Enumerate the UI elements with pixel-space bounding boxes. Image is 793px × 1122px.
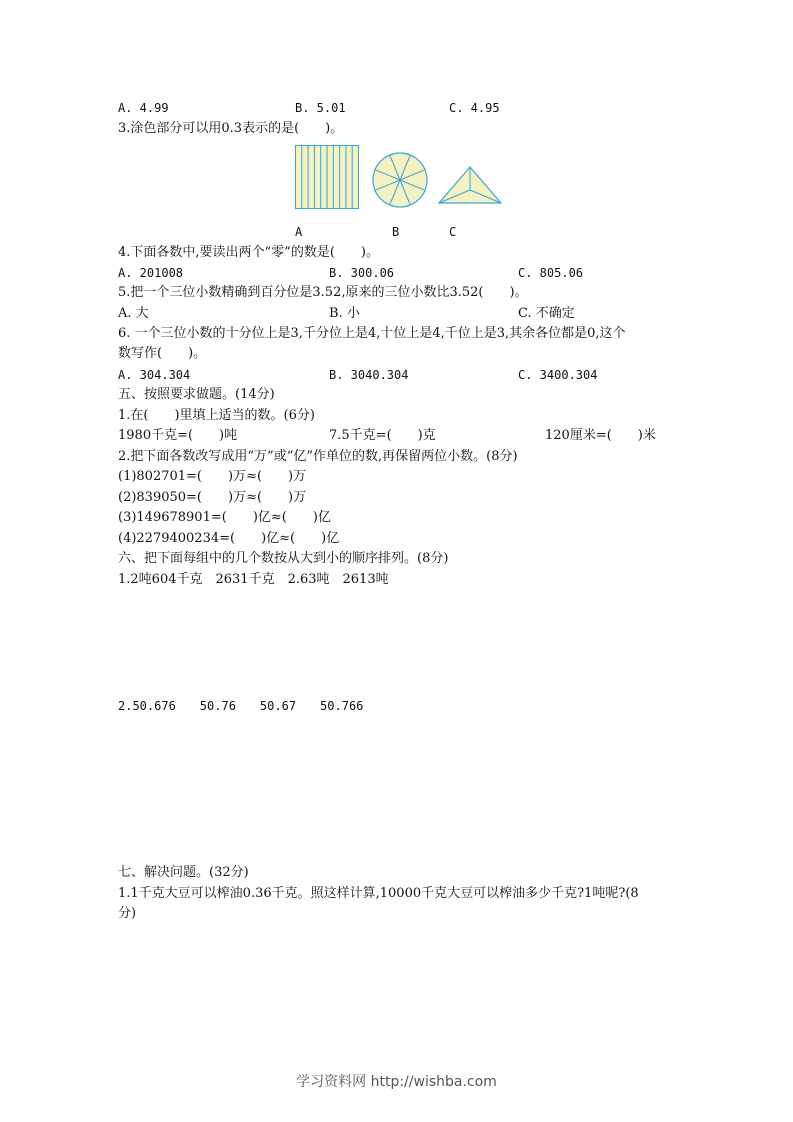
figure-b-circle (372, 152, 428, 208)
figure-label-b: B (392, 225, 400, 239)
q4-option-a: A. 201008 (118, 266, 184, 280)
figure-label-a: A (295, 225, 303, 239)
q4-option-c: C. 805.06 (518, 266, 584, 280)
figure-a-grid (295, 145, 359, 209)
convert-item-2: (2)839050=( )万≈( )万 (118, 490, 307, 505)
fill-item-2: 7.5千克=( )克 (329, 428, 436, 443)
q6-option-b: B. 3040.304 (329, 368, 409, 382)
q5-option-a: A. 大 (118, 306, 149, 321)
convert-item-1: (1)802701=( )万≈( )万 (118, 469, 307, 484)
q6-question-line2: 数写作( )。 (118, 346, 207, 361)
section5-heading: 五、按照要求做题。(14分) (118, 387, 275, 402)
fill-item-1: 1980千克=( )吨 (118, 428, 238, 443)
q6-option-a: A. 304.304 (118, 368, 191, 382)
footer-watermark: 学习资料网 http://wishba.com (296, 1074, 497, 1090)
convert-item-3: (3)149678901=( )亿≈( )亿 (118, 510, 331, 525)
q5-option-c: C. 不确定 (518, 306, 575, 321)
convert-item-4: (4)2279400234=( )亿≈( )亿 (118, 531, 340, 546)
q5-option-b: B. 小 (329, 306, 360, 321)
q3-question: 3.涂色部分可以用0.3表示的是( )。 (118, 121, 344, 136)
section7-q1-line2: 分) (118, 906, 137, 921)
section6-heading: 六、把下面每组中的几个数按从大到小的顺序排列。(8分) (118, 551, 449, 566)
q2-option-b: B. 5.01 (295, 101, 346, 115)
q2-option-a: A. 4.99 (118, 101, 169, 115)
q4-question: 4.下面各数中,要读出两个“零”的数是( )。 (118, 245, 379, 260)
q6-question-line1: 6. 一个三位小数的十分位上是3,千分位上是4,十位上是4,千位上是3,其余各位都是0,这个 (118, 326, 626, 341)
section7-q1-line1: 1.1千克大豆可以榨油0.36千克。照这样计算,10000千克大豆可以榨油多少千克?1吨呢?(8 (118, 886, 639, 901)
fill-item-3: 120厘米=( )米 (545, 428, 656, 443)
section7-heading: 七、解决问题。(32分) (118, 865, 249, 880)
section5-sub1: 1.在( )里填上适当的数。(6分) (118, 408, 315, 423)
section6-group2: 2.50.676 50.76 50.67 50.766 (118, 699, 364, 713)
figure-label-c: C (449, 225, 457, 239)
section5-sub2: 2.把下面各数改写成用“万”或“亿”作单位的数,再保留两位小数。(8分) (118, 449, 518, 464)
section6-group1: 1.2吨604千克 2631千克 2.63吨 2613吨 (118, 572, 389, 587)
q4-option-b: B. 300.06 (329, 266, 395, 280)
q6-option-c: C. 3400.304 (518, 368, 598, 382)
q5-question: 5.把一个三位小数精确到百分位是3.52,原来的三位小数比3.52( )。 (118, 285, 528, 300)
q2-option-c: C. 4.95 (449, 101, 500, 115)
figure-c-triangle (438, 165, 502, 205)
